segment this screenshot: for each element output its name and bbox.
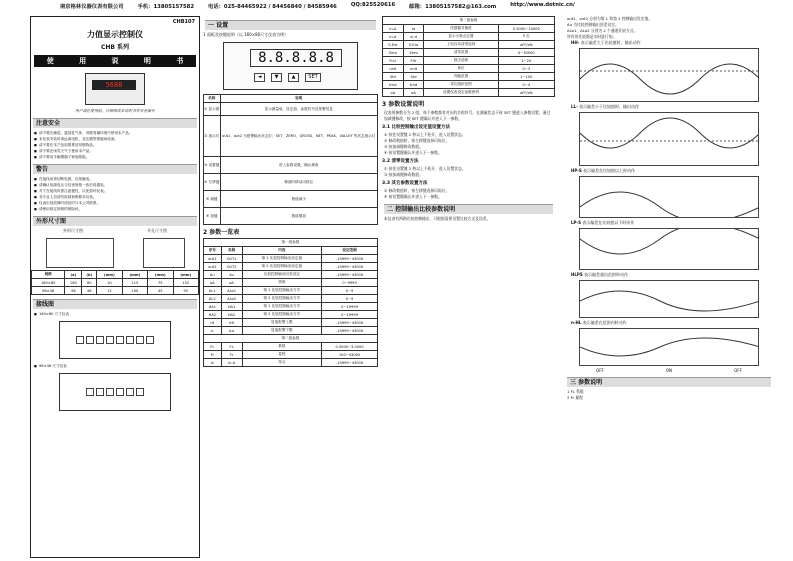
panel-section-title: 1 面板及按键说明（以 160×80尺寸仪表为例） — [203, 32, 289, 37]
manual-bar — [34, 55, 196, 67]
mode-chart — [579, 48, 759, 102]
table-row: ⑥ 加键 数值增加 — [204, 208, 378, 225]
mode-label: HP-S — [571, 168, 582, 173]
safety-item: ■ 请不要在潮湿、腐蚀性气体、易燃易爆环境中使用本产品。 — [31, 130, 199, 136]
table-header: (mm) — [173, 271, 198, 279]
param-list-title: 2 参数一览表 — [203, 229, 240, 236]
manual-char: 用 — [79, 57, 87, 65]
warning-item: ■ 仪表出现故障时请及时与本公司联系。 — [31, 200, 199, 206]
setup-column — [203, 16, 378, 558]
table-row: in-A ra 传感器灵敏度 0.5000~10000 — [383, 25, 555, 33]
safety-item: ■ 请不要用手触摸端子和电路板。 — [31, 154, 199, 160]
state-off: OFF — [596, 368, 604, 373]
set-key[interactable]: SET — [305, 73, 321, 82]
table-row: rH rHI 显值报警上限 -19999~43000 — [204, 319, 378, 327]
mode-chart — [579, 280, 759, 318]
section-3-title: 3 参数设置说明 — [382, 101, 425, 108]
section-3-3-title: 3.3 其它参数设置方法 — [382, 181, 428, 186]
table-header: 说明 — [220, 95, 378, 103]
mode-label: LL- — [571, 104, 578, 109]
mode-label: HLPS — [571, 272, 583, 277]
table-header: 规格 — [32, 271, 65, 279]
device-display: 5688 — [92, 80, 136, 90]
table-row: AL2 ALo2 第 2 比较控制输出方式 0~9 — [204, 295, 378, 303]
bullet: ALo1、ALo2 分别为 2 个通道比较方式。 — [567, 28, 638, 33]
mode-label: n-HL — [571, 320, 582, 325]
bullet: 所有的比较都是实时进行的。 — [567, 34, 617, 39]
table-row: 96×48 96 48 12 100 45 92 — [32, 287, 199, 295]
device-image — [85, 73, 145, 105]
table-row: ④ 左移键 修改时移动闪烁位 — [204, 174, 378, 191]
mode-label: HH- — [571, 40, 580, 45]
param-table-2: 第二组参数 in-A ra 传感器灵敏度 0.5000~10000 in-d in-d 显示小数点位置 5 位 S.Ero S.Ero 上电自动清零选择 oFF/oN Zero Zero 清零范围 0~30000 FLtr Fltr 数字滤波 1~20 unit unit 单位 0~3 Std Std 判稳范围 1~100 trnd trnd 零位跟踪范围 0~4 oA oA 设置仪表设定参数密码 oFF/oN — [382, 16, 555, 97]
dim-label-outer: 外形尺寸图 — [63, 228, 83, 233]
bullet: Au 为比较控制输出回差设定。 — [567, 22, 619, 27]
table-row: ② 指示灯 out1、out2 为报警输出状态灯；SET、ZERO、GROSS、NET、PEAK、VALLEY 等状态指示灯 — [204, 116, 378, 157]
mode-desc: 表示偏差在范围内时动作 — [582, 320, 627, 325]
table-row: ⑤ 减键 数值减小 — [204, 191, 378, 208]
warning-title: 警告 — [33, 164, 197, 174]
table-header: 名称 — [204, 95, 221, 103]
table-row: unit unit 单位 0~3 — [383, 65, 555, 73]
mode-desc: 表示偏差超出范围时动作 — [584, 272, 628, 277]
down-key[interactable]: ▼ — [271, 73, 282, 82]
param-description-title: 三 参数说明 — [567, 377, 771, 387]
wave-graphic — [580, 229, 758, 269]
manual-char: 使 — [46, 57, 54, 65]
safety-item: ■ 本仪表安装时请远离电机、变压器等强磁场设备。 — [31, 136, 199, 142]
mode-chart — [579, 328, 759, 366]
section-3-2-title: 3.2 清零设置方法 — [382, 159, 419, 164]
param-item: 2 Fr 量程 — [567, 395, 583, 400]
warning-item: ■ 请使用规定规格的保险丝。 — [31, 206, 199, 212]
cutout-drawing — [143, 238, 185, 268]
email: 邮箱：13805157582@163.com — [409, 4, 497, 10]
mode-chart — [579, 176, 759, 218]
table-header: (b) — [82, 271, 97, 279]
table-row: trnd trnd 零位跟踪范围 0~4 — [383, 81, 555, 89]
top-header — [60, 2, 760, 14]
dim-label-cutout: 开孔尺寸图 — [147, 228, 167, 233]
param-table: 第一组参数 序号 名称 内容 设定范围 out1 OUT1 第 1 比较控制输出设定值 -19999~43000 out2 OUT2 第 2 比较控制输出设定值 -19999~43000 Au Au 比较控制输出回差设定 -19999~43000 oA oA 密码 0~9999 AL1 ALo1 第 1 比较控制输出方式 0~9 AL2 ALo2 第 2 比较控制输出方式 0~9 HA1 HA1 第 1 比较控制输出方式 0~19999 HA2 HA2 第 2 比较控制输出方式 0~19999 rH rHI 显值报警上限 -19999~43000 rL rLo 显值报警下限 -19999~43000 第二组参数 FL FL 系数 0.5000~3.0000 Fr Fr 量程 100~43000 in in-b 零点 -19999~43000 — [203, 238, 378, 367]
wiring-diagram-a — [59, 321, 171, 359]
table-row: out2 OUT2 第 2 比较控制输出设定值 -19999~43000 — [204, 263, 378, 271]
table-row: Zero Zero 清零范围 0~30000 — [383, 49, 555, 57]
table-row: oA oA 密码 0~9999 — [204, 279, 378, 287]
qq-number: QQ:825520616 — [350, 2, 396, 8]
table-row: HA2 HA2 第 2 比较控制输出方式 0~19999 — [204, 311, 378, 319]
section-control-output: 二 控制输出比较参数说明 — [384, 204, 553, 214]
safety-title: 注意安全 — [33, 118, 197, 128]
mode-chart — [579, 228, 759, 270]
wiring-label-b: ■ 96×48 尺寸仪表 — [31, 363, 199, 369]
state-off: OFF — [734, 368, 742, 373]
table-row: ③ 设置键 进入参数设置，确认修改 — [204, 157, 378, 174]
left-key[interactable]: ◄ — [254, 73, 265, 82]
mode-desc: 表示偏差在比较值以下时动作 — [582, 220, 635, 225]
mode-label: LP-S — [571, 220, 581, 225]
table-row: 160×80 160 80 10 115 75 152 — [32, 279, 199, 287]
warning-item: ■ 对于在接线时需注意极性，以免损坏仪表。 — [31, 188, 199, 194]
key-description-table — [203, 94, 378, 225]
product-title: 力值显示控制仪 — [87, 30, 143, 39]
instructions-column — [382, 16, 555, 558]
model-number: CHB107 — [172, 19, 195, 25]
mobile-number: 手机：13805157582 — [137, 4, 195, 10]
step: ④ 按设置键确认并进入下一参数。 — [384, 194, 442, 199]
table-row: Fr Fr 量程 100~43000 — [204, 351, 378, 359]
mode-desc: 表示偏差大于比较值时，输出动作 — [580, 40, 641, 45]
company-name: 南京格林仪器仪表有限公司 — [60, 4, 124, 10]
warning-item: ■ 非专业人员请勿拆卸和维修本仪表。 — [31, 194, 199, 200]
table-row: HA1 HA1 第 1 比较控制输出方式 0~19999 — [204, 303, 378, 311]
section-3-1-title: 3.1 比较控制输出设定值设置方法 — [382, 125, 451, 130]
step: ① 按住设置键 2 秒以上不松开，进入设置状态。 — [384, 166, 466, 171]
table-header: (mm) — [148, 271, 173, 279]
wave-graphic — [580, 49, 758, 101]
table-row: ① 显示窗 显示测量值、设定值、参数符号及报警信息 — [204, 103, 378, 116]
wiring-label-a: ■ 160×80 尺寸仪表 — [31, 311, 199, 317]
output-modes-column — [565, 16, 773, 558]
step: ① 按住设置键 2 秒以上不松开，进入设置状态。 — [384, 132, 466, 137]
control-output-text: 本仪表有两路比较控制输出，可根据需要设置比较方式及回差。 — [384, 216, 491, 221]
website: http://www.dotnic.cn/ — [510, 2, 575, 8]
param-item: 1 FL 系数 — [567, 389, 584, 394]
wave-graphic — [580, 281, 758, 317]
series-name: CHB 系列 — [100, 44, 130, 51]
warning-item: ■ 在接线前请切断电源，以免触电。 — [31, 176, 199, 182]
mode-chart — [579, 112, 759, 166]
wiring-title: 接线图 — [33, 299, 197, 309]
outer-dimension-drawing — [46, 238, 114, 268]
step: ③ 按加减键修改数值。 — [384, 144, 423, 149]
bullet: out1、out2 分别为第 1 和第 2 控制输出设定值。 — [567, 16, 653, 21]
table-row: FLtr Fltr 数字滤波 1~20 — [383, 57, 555, 65]
table-row: out1 OUT1 第 1 比较控制输出设定值 -19999~43000 — [204, 255, 378, 263]
table-row: S.Ero S.Ero 上电自动清零选择 oFF/oN — [383, 41, 555, 49]
table-row: rL rLo 显值报警下限 -19999~43000 — [204, 327, 378, 335]
step: ③ 按加减键修改数值。 — [384, 172, 423, 177]
dimension-title: 外形尺寸图 — [33, 216, 197, 226]
up-key[interactable]: ▲ — [288, 73, 299, 82]
mode-desc: 表示偏差在比较值以上时动作 — [583, 168, 636, 173]
section-3-text: 仪表的参数分为 2 组，每个参数都有对应的名称符号。在测量状态下按 SET 键进入参数设置，通过加减键修改，按 SET 键确认并进入下一参数。 — [384, 110, 551, 121]
table-row: FL FL 系数 0.5000~3.0000 — [204, 343, 378, 351]
table-header: (mm) — [97, 271, 122, 279]
phone-number: 电话：025-84465922 / 84456840 / 84585946 — [208, 4, 337, 10]
state-on: ON — [665, 368, 673, 373]
warning-item: ■ 请确认电源电压与仪表规格一致后再通电。 — [31, 182, 199, 188]
safety-item: ■ 请不要在雨雪天气下使用本产品。 — [31, 148, 199, 154]
manual-char: 明 — [143, 57, 151, 65]
table-row: in-d in-d 显示小数点位置 5 位 — [383, 33, 555, 41]
step: ② 修改数值时，按左移键选择闪烁位。 — [384, 138, 450, 143]
panel-display: 8.8.8.8.8 — [250, 49, 342, 67]
mode-desc: 表示偏差小于比较值时，输出动作 — [579, 104, 640, 109]
cover-caption: 用户请在使用前，仔细阅读本说明书并妥善保存 — [75, 108, 155, 113]
dimension-table — [31, 270, 199, 295]
safety-item: ■ 请不要在本产品周围堆放易燃物品。 — [31, 142, 199, 148]
wiring-diagram-b — [59, 373, 171, 411]
table-row: oA oA 设置仪表设定参数密码 oFF/oN — [383, 89, 555, 97]
cover-column — [30, 16, 200, 558]
table-row: in in-b 零点 -19999~43000 — [204, 359, 378, 367]
table-header: (a) — [65, 271, 82, 279]
table-row: Std Std 判稳范围 1~100 — [383, 73, 555, 81]
table-row: AL1 ALo1 第 1 比较控制输出方式 0~9 — [204, 287, 378, 295]
manual-char: 书 — [176, 57, 184, 65]
table-row: Au Au 比较控制输出回差设定 -19999~43000 — [204, 271, 378, 279]
table-header: (mm) — [122, 271, 147, 279]
manual-char: 说 — [111, 57, 119, 65]
wave-graphic — [580, 329, 758, 365]
step: ④ 按设置键确认并进入下一参数。 — [384, 150, 442, 155]
wave-graphic — [580, 177, 758, 217]
section-setup: 一 设置 — [205, 20, 376, 30]
wave-graphic — [580, 113, 758, 165]
front-panel — [223, 42, 358, 90]
step: ② 修改数值时，按左移键选择闪烁位。 — [384, 188, 450, 193]
